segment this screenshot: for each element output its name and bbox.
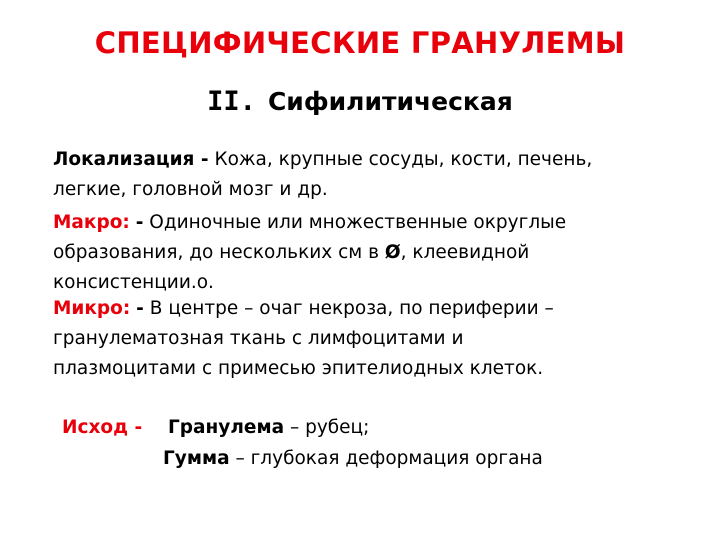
localization-text-line1: Кожа, крупные сосуды, кости, печень, <box>214 149 593 170</box>
section-name: Сифилитическая <box>267 87 513 116</box>
micro-paragraph <box>53 294 673 384</box>
diameter-symbol: Ø <box>384 242 401 263</box>
macro-paragraph <box>53 208 673 298</box>
outcome-item-gumma <box>163 444 543 474</box>
outcome-item1-term: Гранулема <box>168 417 285 438</box>
macro-text-line2b: , клеевидной <box>400 242 530 263</box>
outcome-item-granuloma <box>168 413 369 443</box>
macro-label: Макро: <box>53 212 130 233</box>
micro-text-line2: гранулематозная ткань с лимфоцитами и <box>53 328 464 349</box>
macro-dash: - <box>135 212 144 233</box>
localization-text-line2: легкие, головной мозг и др. <box>53 179 328 200</box>
macro-text-line1: Одиночные или множественные округлые <box>149 212 567 233</box>
localization-label: Локализация - <box>53 149 209 170</box>
outcome-item2-term: Гумма <box>163 448 230 469</box>
outcome-item2-result: – глубокая деформация органа <box>229 448 543 469</box>
localization-paragraph <box>53 145 673 205</box>
section-number: II. <box>207 86 256 117</box>
macro-text-line3: консистенции.о. <box>53 272 214 293</box>
micro-text-line3: плазмоцитами с примесью эпителиодных клеток. <box>53 358 544 379</box>
outcome-item1-result: – рубец; <box>284 417 370 438</box>
outcome-label: Исход - <box>62 417 143 438</box>
outcome-label-wrap <box>62 413 142 443</box>
micro-dash: - <box>136 298 144 319</box>
micro-text-line1: В центре – очаг некроза, по периферии – <box>149 298 554 319</box>
slide-title: СПЕЦИФИЧЕСКИЕ ГРАНУЛЕМЫ <box>94 26 626 60</box>
micro-label: Микро: <box>53 298 131 319</box>
slide-subtitle <box>0 86 720 117</box>
macro-text-line2a: образования, до нескольких см в <box>53 242 380 263</box>
